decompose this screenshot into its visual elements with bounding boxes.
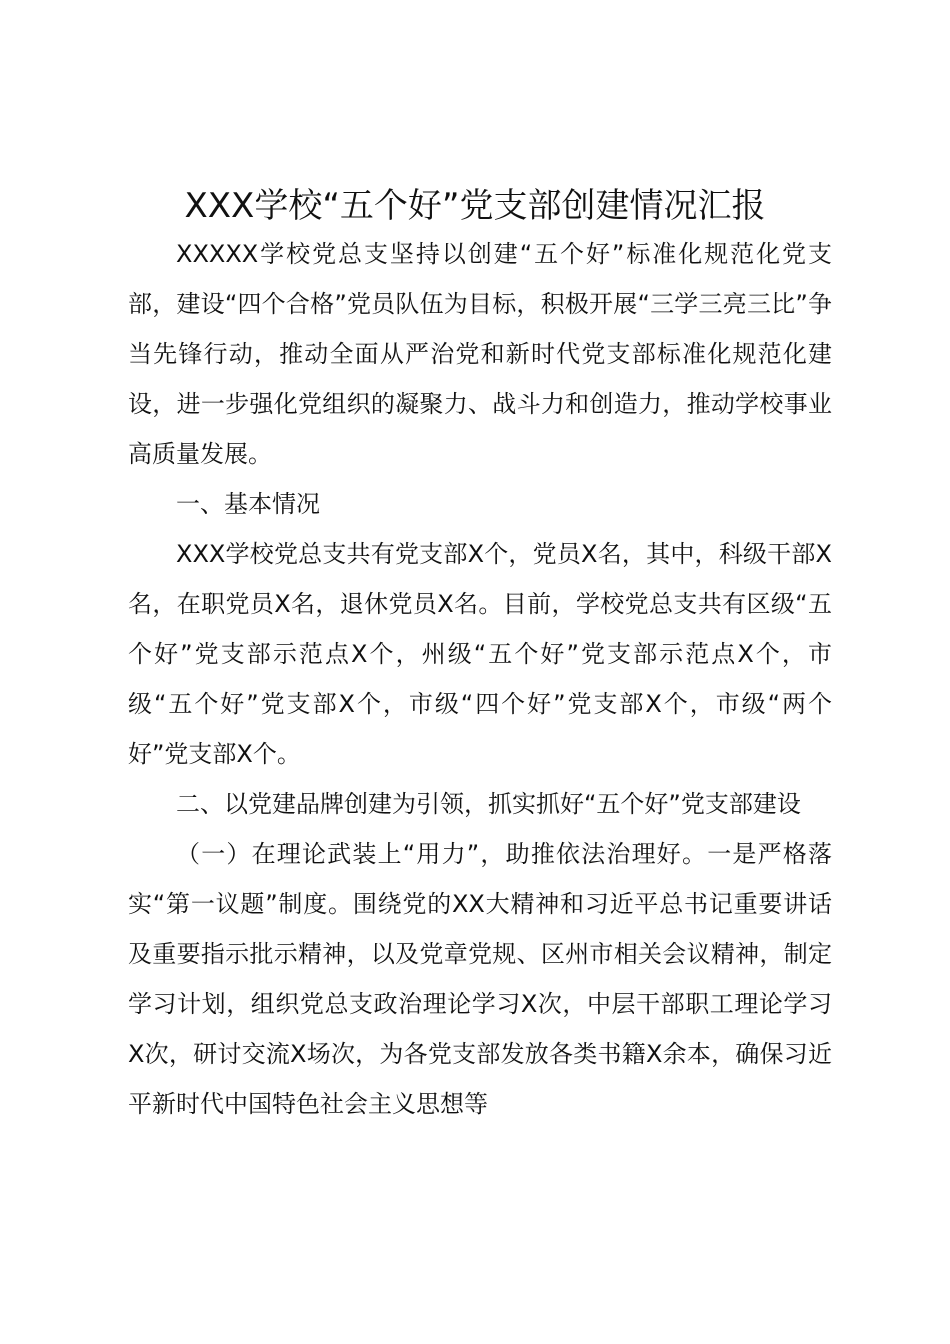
basic-situation-paragraph: XXX学校党总支共有党支部X个，党员X名，其中，科级干部X名，在职党员X名，退休党员X名。目前，学校党总支共有区级“五个好”党支部示范点X个，州级“五个好”党支部示范点X个，市级“五个好”党支部X个，市级“四个好”党支部X个，市级“两个好”党支部X个。	[128, 540, 832, 768]
section-heading-basic-situation: 一、基本情况	[176, 490, 320, 518]
intro-paragraph: XXXXX学校党总支坚持以创建“五个好”标准化规范化党支部，建设“四个合格”党员队伍为目标，积极开展“三学三亮三比”争当先锋行动，推动全面从严治党和新时代党支部标准化规范化建设，进一步强化党组织的凝聚力、战斗力和创造力，推动学校事业高质量发展。	[128, 240, 832, 468]
theory-armament-paragraph: （一）在理论武装上“用力”，助推依法治理好。一是严格落实“第一议题”制度。围绕党的XX大精神和习近平总书记重要讲话及重要指示批示精神，以及党章党规、区州市相关会议精神，制定学习计划，组织党总支政治理论学习X次，中层干部职工理论学习X次，研讨交流X场次，为各党支部发放各类书籍X余本，确保习近平新时代中国特色社会主义思想等	[128, 840, 832, 1118]
document-body	[128, 229, 832, 1129]
document-title: XXX学校“五个好”党支部创建情况汇报	[184, 186, 766, 226]
section-heading-party-building: 二、以党建品牌创建为引领，抓实抓好“五个好”党支部建设	[176, 790, 801, 818]
